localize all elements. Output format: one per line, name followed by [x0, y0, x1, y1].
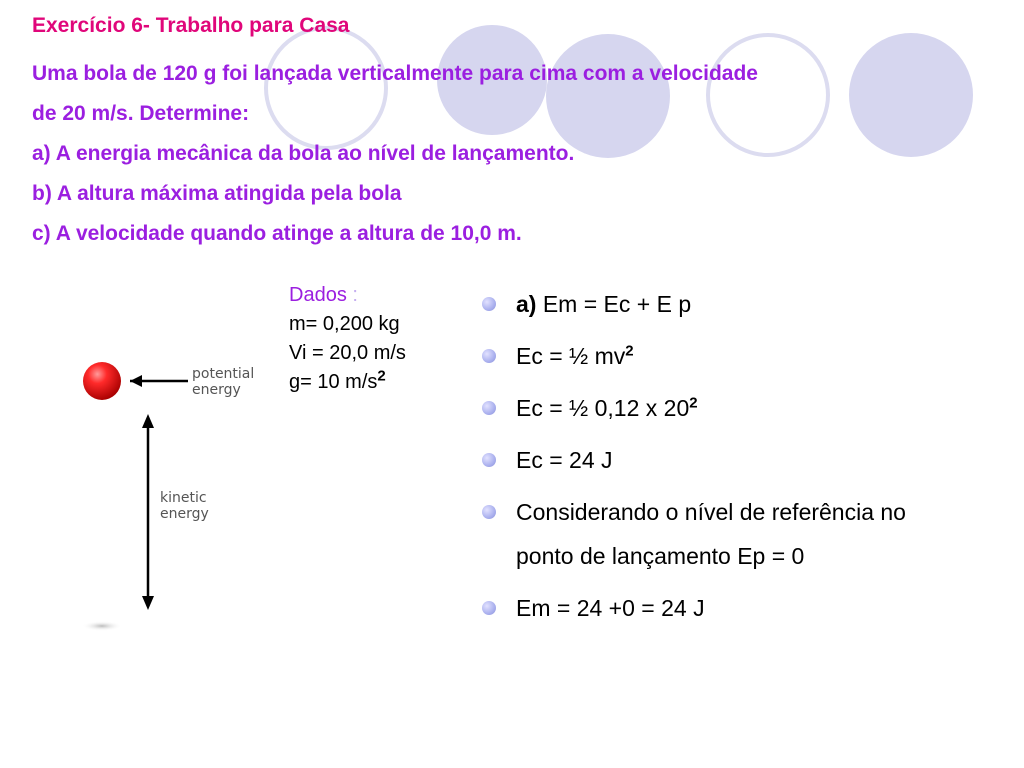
- kinetic-arrowhead-top-icon: [142, 414, 154, 428]
- solution-part-label: a): [516, 291, 537, 317]
- solution-text: Considerando o nível de referência no: [516, 499, 906, 525]
- bullet-icon: [482, 297, 496, 311]
- kinetic-arrowhead-bottom-icon: [142, 596, 154, 610]
- solution-text: Ec = ½ mv: [516, 343, 626, 369]
- problem-line: de 20 m/s. Determine:: [32, 102, 250, 125]
- slide-title: Exercício 6- Trabalho para Casa: [32, 14, 350, 37]
- given-data: [289, 281, 406, 397]
- bullet-icon: [482, 453, 496, 467]
- solution-item: [480, 438, 1020, 482]
- solution-text: Ec = 24 J: [516, 447, 613, 473]
- given-velocity: Vi = 20,0 m/s: [289, 342, 406, 364]
- kinetic-energy-label: energy: [160, 506, 209, 522]
- bullet-icon: [482, 505, 496, 519]
- potential-arrowhead-icon: [130, 375, 142, 387]
- solution-item: [480, 386, 1020, 430]
- solution-text: Em = Ec + E p: [536, 291, 692, 317]
- solution-exponent: 2: [625, 342, 634, 360]
- kinetic-energy-label: kinetic: [160, 490, 207, 506]
- problem-statement: [32, 54, 992, 254]
- given-data-title-row: [289, 281, 406, 310]
- given-data-colon: :: [352, 284, 358, 306]
- solution-exponent: 2: [689, 394, 698, 412]
- solution-item: [480, 490, 1020, 578]
- solution-item: [480, 334, 1020, 378]
- problem-line: a) A energia mecânica da bola ao nível de lançamento.: [32, 142, 575, 165]
- solution-item: [480, 282, 1020, 326]
- solution-item: [480, 586, 1020, 630]
- solution-list: [480, 282, 1020, 638]
- potential-energy-label: potential: [192, 366, 255, 382]
- problem-line: b) A altura máxima atingida pela bola: [32, 182, 402, 205]
- potential-energy-label: energy: [192, 382, 241, 398]
- given-mass: m= 0,200 kg: [289, 313, 400, 335]
- solution-text: ponto de lançamento Ep = 0: [516, 543, 805, 569]
- ball-shadow-icon: [82, 621, 122, 631]
- given-gravity-row: [289, 368, 406, 397]
- bullet-icon: [482, 601, 496, 615]
- problem-line: c) A velocidade quando atinge a altura de 10,0 m.: [32, 222, 522, 245]
- problem-line: Uma bola de 120 g foi lançada verticalmente para cima com a velocidade: [32, 62, 758, 85]
- bullet-icon: [482, 401, 496, 415]
- given-data-title: Dados: [289, 284, 347, 306]
- solution-text: Ec = ½ 0,12 x 20: [516, 395, 690, 421]
- solution-text: Em = 24 +0 = 24 J: [516, 595, 705, 621]
- given-gravity: g= 10 m/s: [289, 371, 378, 393]
- energy-diagram: [70, 340, 290, 650]
- given-gravity-exponent: 2: [377, 367, 386, 385]
- ball-icon: [83, 362, 121, 400]
- bullet-icon: [482, 349, 496, 363]
